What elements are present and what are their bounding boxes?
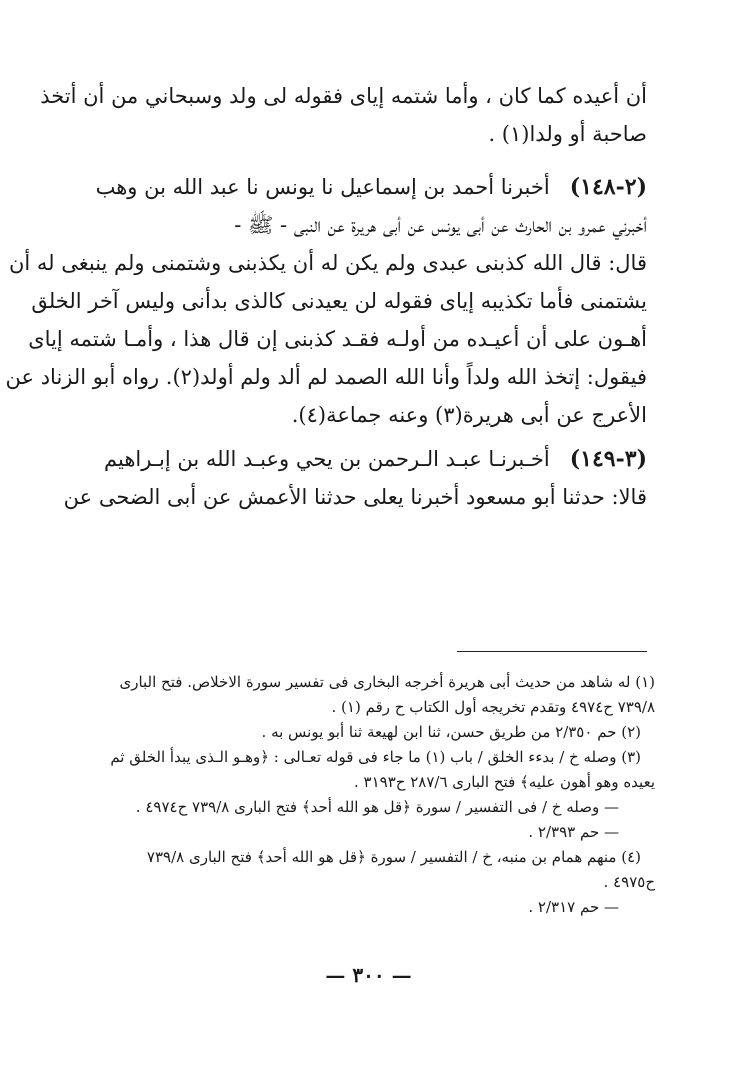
text-line: الأعرج عن أبى هريرة(٣) وعنه جماعة(٤). bbox=[291, 403, 647, 427]
text-line-content: أخبرنا أحمد بن إسماعيل نا يونس نا عبد الله بن وهب bbox=[95, 175, 550, 199]
text-line-content: أخـبرنـا عبـد الـرحمن بن يحي وعبـد الله بن إبـراهيم bbox=[104, 447, 550, 471]
hadith-number: (٢-١٤٨) bbox=[569, 174, 647, 200]
footnote-2: (٢) حم ٢/٣٥٠ من طريق حسن، ثنا ابن لهيعة ثنا أبو يونس به . bbox=[261, 723, 641, 741]
text-line: صاحبة أو ولدا(١) . bbox=[488, 122, 647, 146]
hadith-149 bbox=[63, 440, 647, 516]
text-line: يشتمنى فأما تكذيبه إياى فقوله لن يعيدنى كالذى بدأنى وليس آخر الخلق bbox=[31, 289, 647, 313]
text-line bbox=[82, 440, 647, 478]
hadith-number: (٣-١٤٩) bbox=[569, 446, 647, 472]
footnote-4: (٤) منهم همام بن منبه، خ / التفسير / سورة ﴿قل هو الله أحد﴾ فتح البارى ٧٣٩/٨ bbox=[146, 848, 641, 866]
footnote-separator bbox=[457, 651, 647, 652]
text-line: أخبرني عمرو بن الحارث عن أبى يونس عن أبى هريرة عن النبى - ﷺ - bbox=[234, 213, 647, 237]
footnote-1-cont: ٧٣٩/٨ ح٤٩٧٤ وتقدم تخريجه أول الكتاب ح رقم (١) . bbox=[331, 698, 655, 716]
footnote-3: (٣) وصله خ / بدءء الخلق / باب (١) ما جاء فى قوله تعـالى : ﴿وهـو الـذى يبدأ الخلق ثم bbox=[110, 748, 641, 766]
text-line: أهـون على أن أعيـده من أولـه فقـد كذبنى إن قال هذا ، وأمـا شتمه إياى bbox=[28, 327, 647, 351]
paragraph-continuation bbox=[40, 77, 647, 153]
footnote-3-cont: يعيده وهو أهون عليه﴾ فتح البارى ٢٨٧/٦ ح٣١٩٣ . bbox=[353, 773, 655, 791]
text-line: قال: قال الله كذبنى عبدى ولم يكن له أن يكذبنى وشتمنى ولم ينبغى له أن bbox=[8, 251, 647, 275]
footnote-1: (١) له شاهد من حديث أبى هريرة أخرجه البخارى فى تفسير سورة الاخلاص. فتح البارى bbox=[119, 673, 655, 691]
footnote-4-cont: ح٤٩٧٥ . bbox=[603, 873, 655, 891]
text-line: فيقول: إتخذ الله ولداً وأنا الله الصمد لم ألد ولم أولد(٢). رواه أبو الزناد عن bbox=[5, 365, 647, 389]
hadith-148 bbox=[5, 168, 647, 434]
text-line: قالا: حدثنا أبو مسعود أخبرنا يعلى حدثنا الأعمش عن أبى الضحى عن bbox=[63, 485, 647, 509]
text-line bbox=[82, 168, 647, 206]
footnote-4-sub: — حم ٢/٣١٧ . bbox=[528, 898, 619, 916]
page-number: — ٣٠٠ — bbox=[325, 963, 412, 987]
text-line: أن أعيده كما كان ، وأما شتمه إياى فقوله لى ولد وسبحاني من أن أتخذ bbox=[40, 84, 647, 108]
footnotes bbox=[80, 670, 655, 920]
footnote-3-sub: — حم ٢/٣٩٣ . bbox=[528, 823, 619, 841]
footnote-3-sub: — وصله خ / فى التفسير / سورة ﴿قل هو الله أحد﴾ فتح البارى ٧٣٩/٨ ح٤٩٧٤ . bbox=[135, 798, 619, 816]
